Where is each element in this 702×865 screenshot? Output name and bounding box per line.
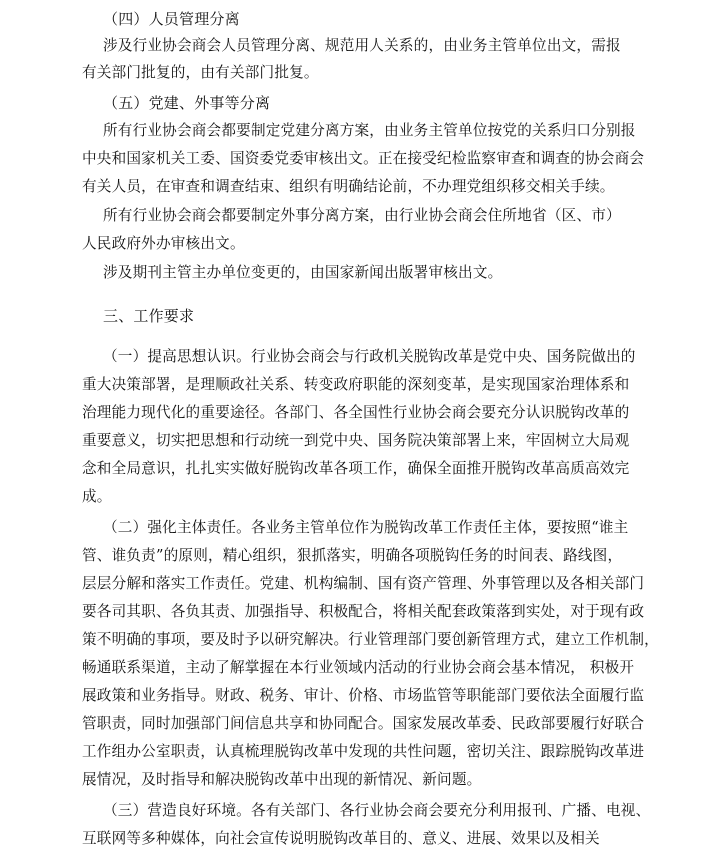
- paragraph-line: 人民政府外办审核出文。: [82, 235, 245, 252]
- paragraph-line: 策不明确的事项，要及时予以研究解决。行业管理部门要创新管理方式，建立工作机制，: [82, 631, 659, 648]
- paragraph-line: 要各司其职、各负其责、加强指导、积极配合，将相关配套政策落到实处，对于现有政: [82, 603, 645, 620]
- heading-party-foreign-separation: （五）党建、外事等分离: [103, 94, 271, 112]
- paragraph-line: 所有行业协会商会都要制定外事分离方案，由行业协会商会住所地省（区、市）: [103, 207, 621, 224]
- paragraph-line: 工作组办公室职责，认真梳理脱钩改革中发现的共性问题，密切关注、跟踪脱钩改革进: [82, 743, 645, 760]
- paragraph-line: 展政策和业务指导。财政、税务、审计、价格、市场监管等职能部门要依法全面履行监: [82, 687, 645, 704]
- paragraph-line: 有关人员，在审查和调查结束、组织有明确结论前，不办理党组织移交相关手续。: [82, 178, 615, 195]
- paragraph-line: 所有行业协会商会都要制定党建分离方案，由业务主管单位按党的关系归口分别报: [103, 122, 636, 139]
- paragraph-line: 层层分解和落实工作责任。党建、机构编制、国有资产管理、外事管理以及各相关部门: [82, 575, 645, 592]
- paragraph-line: 有关部门批复的，由有关部门批复。: [82, 64, 319, 81]
- paragraph-line: 重大决策部署，是理顺政社关系、转变政府职能的深刻变革，是实现国家治理体系和: [82, 376, 630, 393]
- paragraph-line: （二）强化主体责任。各业务主管单位作为脱钩改革工作责任主体，要按照“谁主: [103, 519, 629, 536]
- paragraph-line: 管、谁负责”的原则，精心组织，狠抓落实，明确各项脱钩任务的时间表、路线图，: [82, 547, 623, 564]
- paragraph-line: 涉及期刊主管主办单位变更的，由国家新闻出版署审核出文。: [103, 264, 503, 281]
- heading-personnel-separation: （四）人员管理分离: [103, 10, 240, 28]
- paragraph-line: 成。: [82, 488, 112, 505]
- paragraph-line: （三）营造良好环境。各有关部门、各行业协会商会要充分利用报刊、广播、电视、: [103, 802, 651, 819]
- paragraph-line: 展情况，及时指导和解决脱钩改革中出现的新情况、新问题。: [82, 771, 482, 788]
- paragraph-line: 中央和国家机关工委、国资委党委审核出文。正在接受纪检监察审查和调查的协会商会: [82, 150, 645, 167]
- heading-work-requirements: 三、工作要求: [103, 307, 195, 325]
- paragraph-line: 管职责，同时加强部门间信息共享和协同配合。国家发展改革委、民政部要履行好联合: [82, 715, 645, 732]
- paragraph-line: 畅通联系渠道，主动了解掌握在本行业领域内活动的行业协会商会基本情况， 积极开: [82, 659, 635, 676]
- paragraph-line: 涉及行业协会商会人员管理分离、规范用人关系的，由业务主管单位出文，需报: [103, 37, 621, 54]
- paragraph-line: 念和全局意识，扎扎实实做好脱钩改革各项工作，确保全面推开脱钩改革高质高效完: [82, 460, 630, 477]
- paragraph-line: 重要意义，切实把思想和行动统一到党中央、国务院决策部署上来，牢固树立大局观: [82, 432, 630, 449]
- paragraph-line: 治理能力现代化的重要途径。各部门、各全国性行业协会商会要充分认识脱钩改革的: [82, 404, 630, 421]
- paragraph-line: 互联网等多种媒体，向社会宣传说明脱钩改革目的、意义、进展、效果以及相关: [82, 830, 600, 847]
- paragraph-line: （一）提高思想认识。行业协会商会与行政机关脱钩改革是党中央、国务院做出的: [103, 348, 636, 365]
